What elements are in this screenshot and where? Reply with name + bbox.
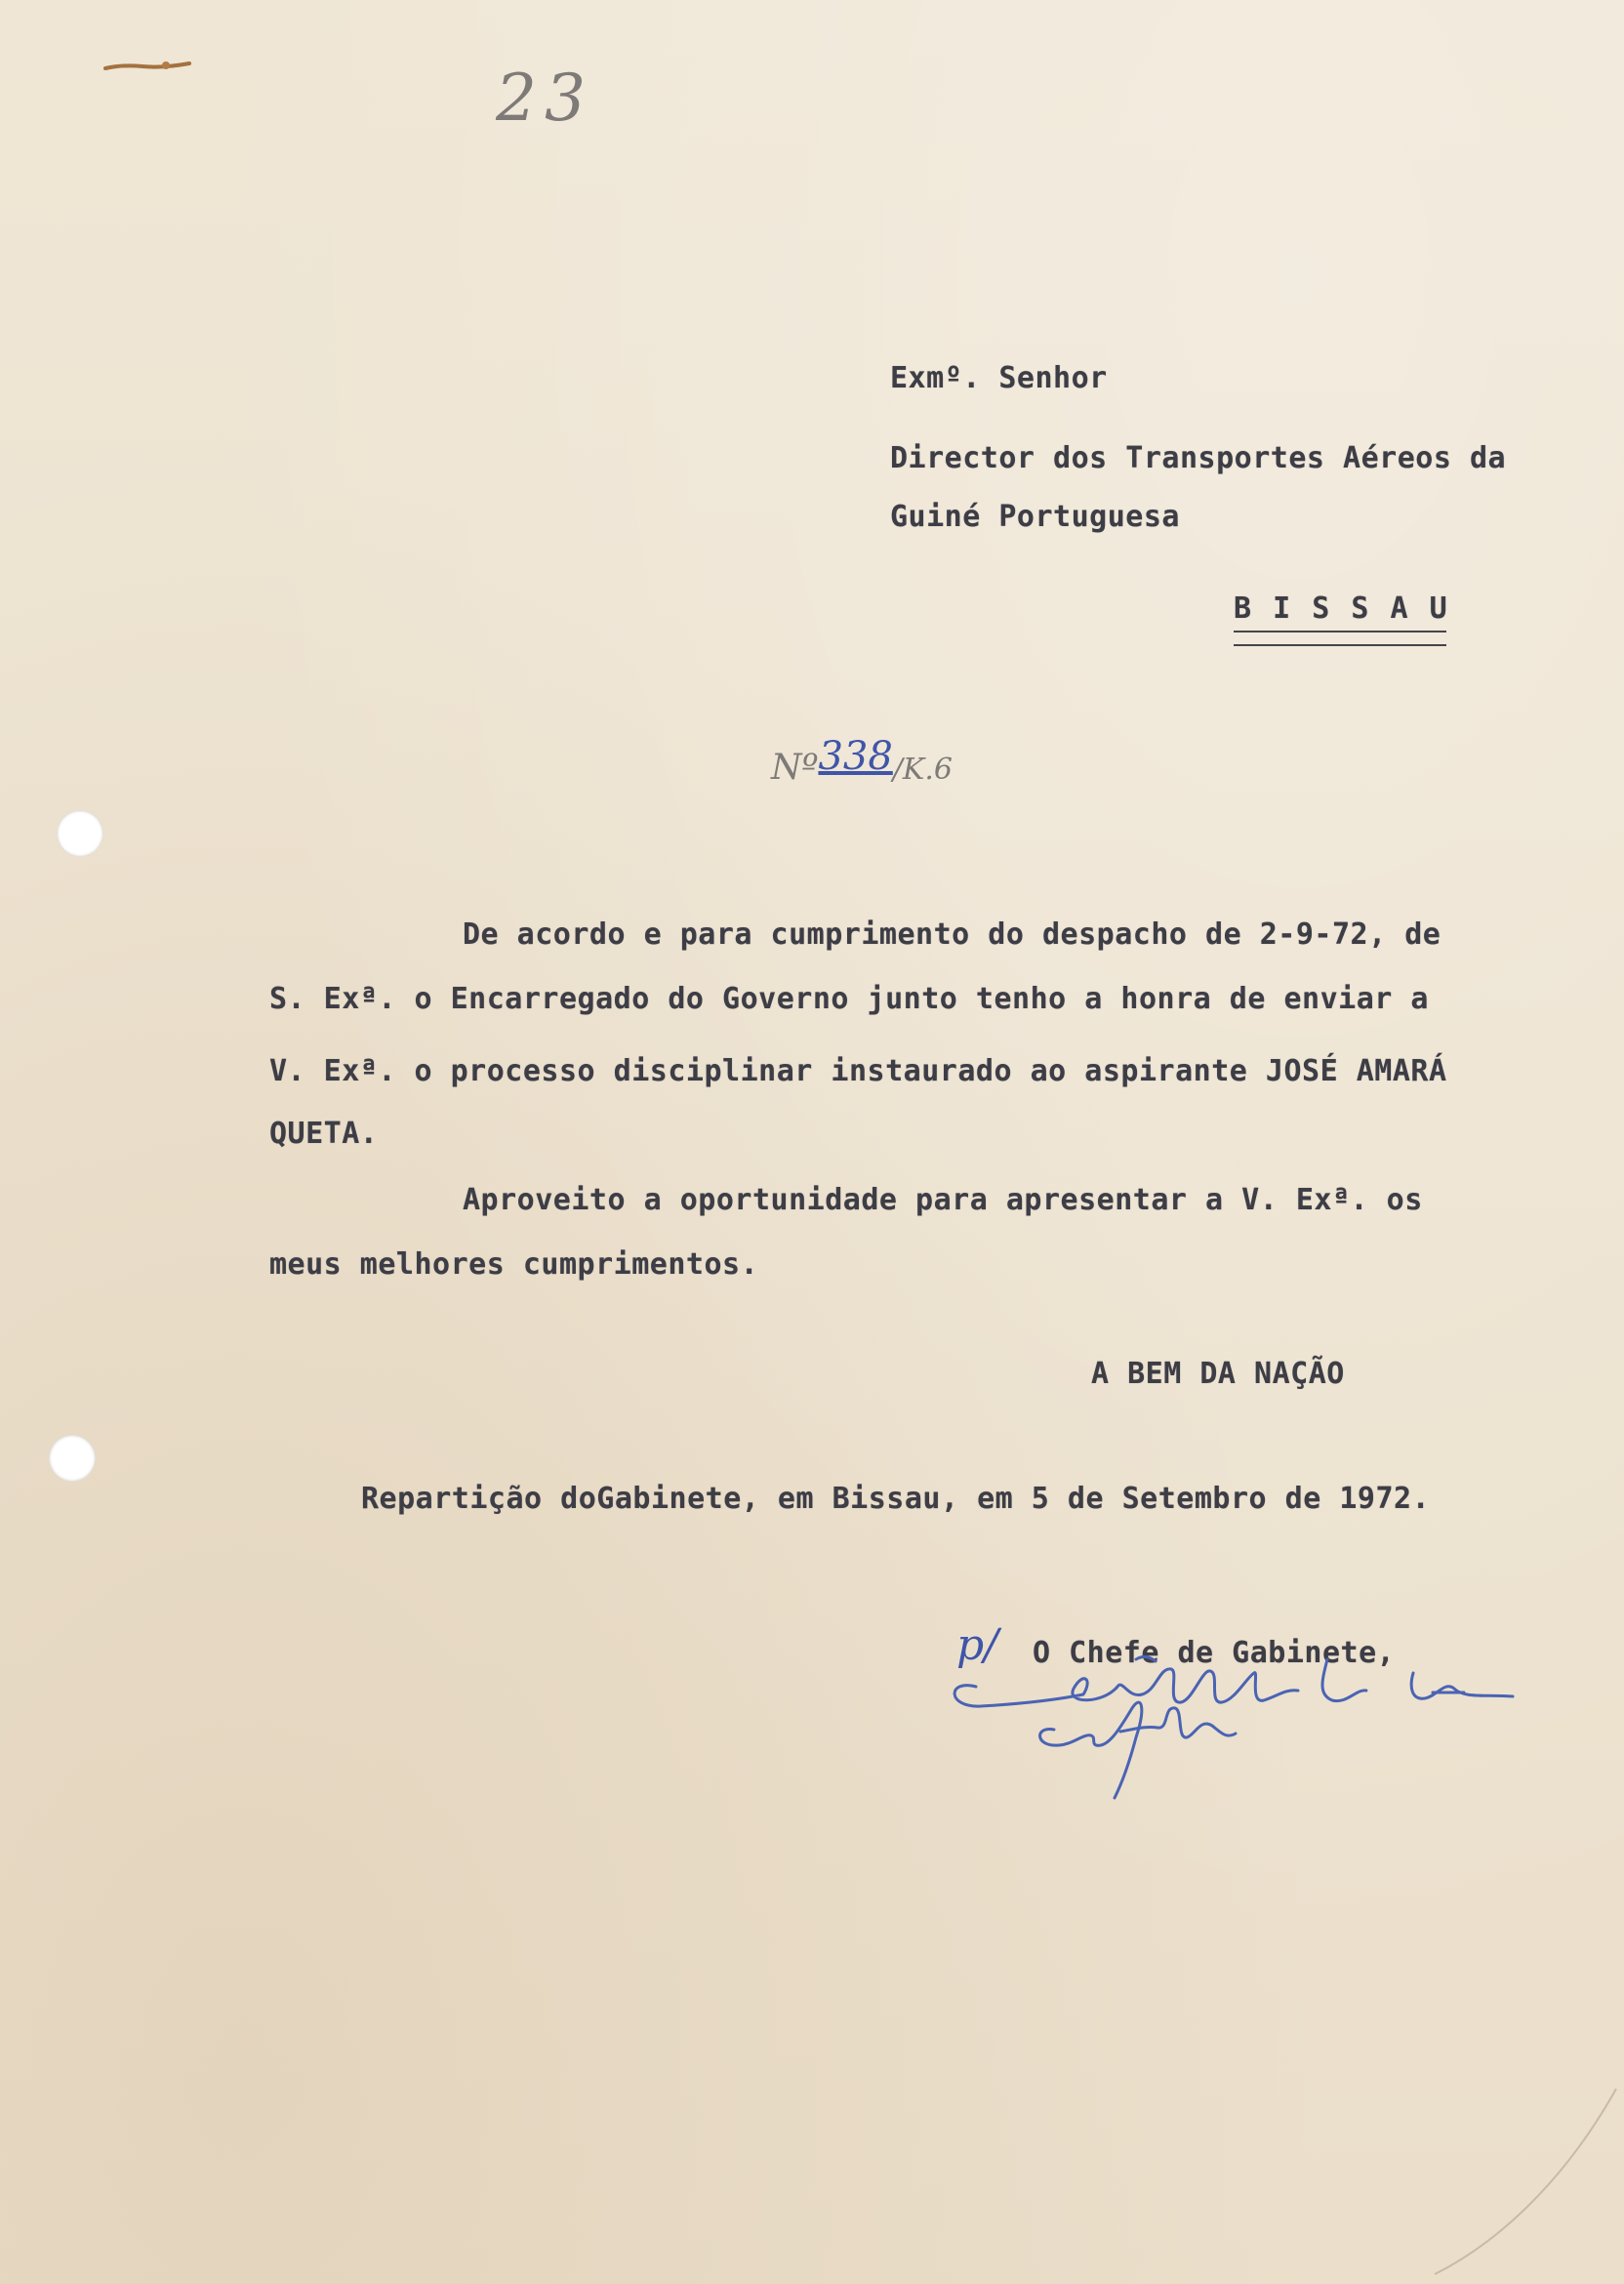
staple-rust-mark: [103, 61, 193, 72]
body-line-3: V. Exª. o processo disciplinar instaurado ao aspirante JOSÉ AMARÁ: [269, 1054, 1447, 1088]
place-and-date: Repartição doGabinete, em Bissau, em 5 de Setembro de 1972.: [361, 1482, 1431, 1516]
signatory-title: O Chefe de Gabinete,: [1033, 1636, 1396, 1670]
recipient-line-1: Director dos Transportes Aéreos da: [890, 441, 1507, 475]
recipient-line-2: Guiné Portuguesa: [890, 500, 1180, 534]
body-line-1: De acordo e para cumprimento do despacho de 2-9-72, de: [463, 918, 1441, 952]
reference-number: [771, 734, 953, 789]
reference-number-ink: 338: [818, 734, 893, 779]
reference-suffix: /K.6: [892, 753, 953, 787]
recipient-city: B I S S A U: [1234, 591, 1449, 626]
punch-hole-bottom: [49, 1435, 96, 1482]
body-line-4: QUETA.: [269, 1117, 379, 1151]
body-line-5: Aproveito a oportunidade para apresentar a V. Exª. os: [463, 1183, 1423, 1217]
closing-motto: A BEM DA NAÇÃO: [1091, 1357, 1345, 1391]
recipient-salutation: Exmº. Senhor: [890, 361, 1108, 395]
paper-fold-mark: [1425, 2069, 1620, 2284]
city-double-underline: [1234, 631, 1446, 646]
punch-hole-top: [57, 810, 103, 857]
body-line-2: S. Exª. o Encarregado do Governo junto tenho a honra de enviar a: [269, 982, 1429, 1016]
reference-prefix: Nº: [771, 748, 819, 788]
pencil-page-number: 23: [496, 61, 593, 136]
per-procurationem-mark: p/: [956, 1620, 998, 1670]
body-line-6: meus melhores cumprimentos.: [269, 1247, 759, 1282]
handwritten-signature: [937, 1611, 1542, 1825]
